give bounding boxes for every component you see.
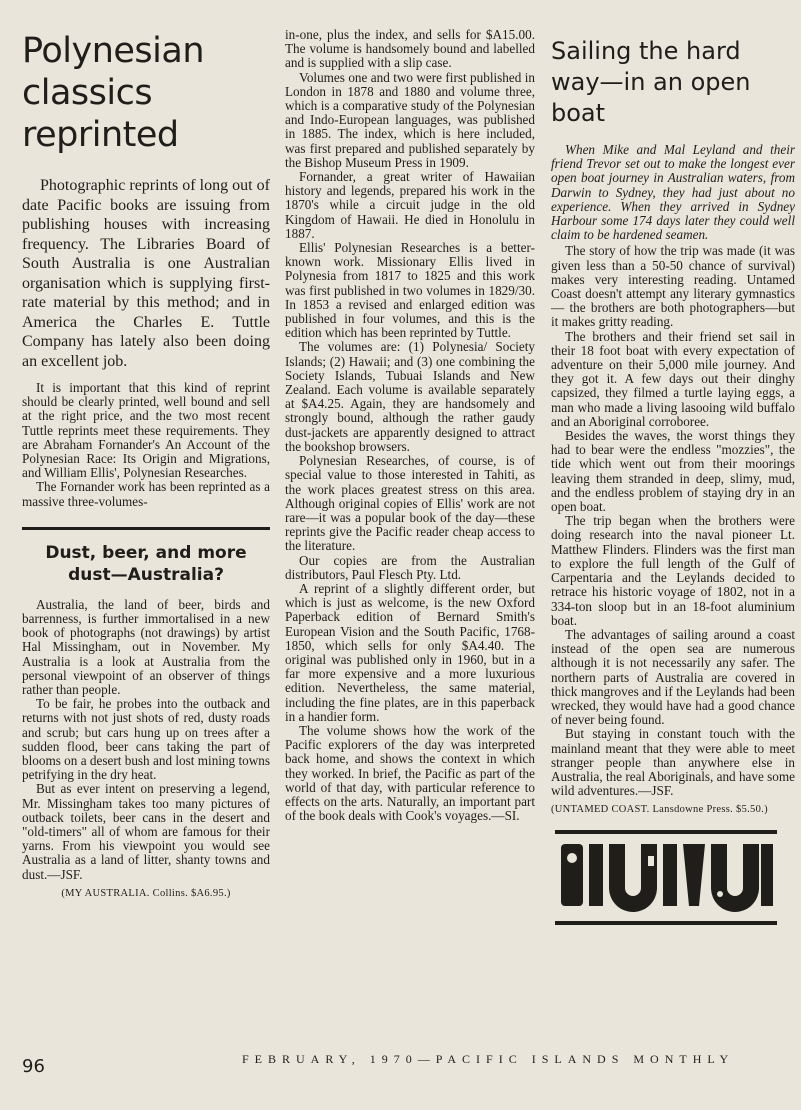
page-number: 96: [22, 1056, 45, 1077]
article-body-polynesian: [22, 381, 270, 509]
column-middle: [285, 28, 535, 823]
book-credit: (UNTAMED COAST. Lansdowne Press. $5.50.): [551, 804, 768, 816]
article-body-polynesian-continued: [285, 28, 535, 823]
body-paragraph: Besides the waves, the worst things they had to bear were the endless "mozzies", the tide which went out from their moorings leaving them stranded in deep, slimy, mud, and the endless problem of staying dry in an open boat.: [551, 428, 795, 515]
book-credit: (MY AUSTRALIA. Collins. $A6.95.): [61, 887, 231, 899]
body-paragraph: But as ever intent on preserving a legend, Mr. Missingham takes too many pictures of outback toilets, beer cans in the desert and "old-timers" all of whom are famous for their yarns. From his viewpoint you would see Australia as a land of litter, shanty towns and dust.—JSF.: [22, 781, 270, 882]
logo-top-bar: [555, 830, 777, 834]
body-paragraph: A reprint of a slightly different order, but which is just as welcome, is the new Oxford Paperback edition of Bernard Smith's European Vision and the South Pacific, 1768-1850, which sells for only $A4.40. The original was published only in 1960, but in a far more expensive and a more luxurious edition. Nevertheless, the same material, including the fine plates, are in this paperback in a handier form.: [285, 580, 535, 724]
article-lead: [22, 176, 270, 371]
article-headline-sailing: Sailing the hard way—in an open boat: [551, 37, 751, 127]
running-head: FEBRUARY, 1970—PACIFIC ISLANDS MONTHLY: [242, 1052, 735, 1066]
lead-paragraph: Photographic reprints of long out of date Pacific books are issuing from publishing houses with increasing frequency. The Libraries Board of South Australia is one Australian organisation which is supplying first-rate material by this method; and in America the Charles E. Tuttle Company has lately also been doing an excellent job.: [22, 177, 270, 370]
body-paragraph: It is important that this kind of reprint should be clearly printed, well bound and sell at the right price, and the two most recent Tuttle reprints meet these requirements. They are Abraham Fornander's An Account of the Polynesian Race: Its Origin and Migrations, and William Ellis', Polynesian Researches.: [22, 380, 270, 481]
page-footer: [0, 1052, 801, 1082]
body-paragraph: Ellis' Polynesian Researches is a better-known work. Missionary Ellis lived in Polynesia from 1817 to 1825 and this work was first published in two volumes in 1829/30. In 1853 a revised and enlarged edition was published in four volumes, and this is the edition which has been reprinted by Tuttle.: [285, 240, 535, 341]
logo-glyph-icon: [555, 838, 777, 912]
body-paragraph: The advantages of sailing around a coast instead of the open sea are numerous although it is not necessarily any safer. The northern parts of Australia are covered in thick mangroves and if the Leylands had been wrecked, they would have had a good chance of never being found.: [551, 626, 795, 728]
article-body-dust: [22, 598, 270, 882]
body-paragraph: Volumes one and two were first published in London in 1878 and 1880 and volume three, which is a comparative study of the Polynesian and Indo-European languages, was published in 1885. The index, which is here included, was first prepared and published separately by the Bishop Museum Press in 1909.: [285, 69, 535, 170]
body-paragraph: Our copies are from the Australian distributors, Paul Flesch Pty. Ltd.: [285, 552, 535, 582]
column-left: [22, 28, 270, 900]
body-paragraph: The trip began when the brothers were doing research into the naval pioneer Lt. Matthew Flinders. Flinders was the first man to explore the full length of the Gulf of Carpentaria and the Leylands decided to retrace his historic voyage of 1802, not in a 334-ton sloop but in an 18-foot aluminium boat.: [551, 513, 795, 628]
article-headline-dust: Dust, beer, and more dust—Australia?: [45, 542, 247, 585]
body-paragraph: Fornander, a great writer of Hawaiian history and legends, prepared his work in the 1870's while a circuit judge in the old Kingdom of Hawaii. He died in Honolulu in 1887.: [285, 169, 535, 241]
body-paragraph: The story of how the trip was made (it was given less than a 50-50 chance of survival) makes very interesting reading. Untamed Coast doesn't attempt any literary gymnastics — the brothers are both photographers—but it makes gritty reading.: [551, 243, 795, 330]
body-paragraph: The brothers and their friend set sail in their 18 foot boat with every expectation of adventure on their 5,000 mile journey. And they got it. A few days out their dinghy capsized, they filmed a turtle laying eggs, a man who made a living lasooing wild buffalo and an Aboriginal corroboree.: [551, 328, 795, 429]
body-paragraph: The volumes are: (1) Polynesia/ Society Islands; (2) Hawaii; and (3) one combining the Society Islands, Tubuai Islands and New Zealand. Each volume is available separately at $A4.25. Again, they are handsomely and strongly bound, although the rather gaudy dust-jackets are apparently designed to attract the bookshop browsers.: [285, 339, 535, 454]
body-paragraph: To be fair, he probes into the outback and returns with not just shots of red, dusty roads and scrub; but cars hung up on trees after a sudden flood, beer cans taking the part of blooms on a desert bush and lost mining towns petrifying in the dry heat.: [22, 696, 270, 783]
section-divider: [22, 527, 270, 530]
body-paragraph: Polynesian Researches, of course, is of special value to those interested in Tahiti, as the work places greatest stress on this area. Although original copies of Ellis' work are not rare—it was a popular book of the day—these reprints give the Pacific reader cheap access to the literature.: [285, 453, 535, 554]
body-paragraph: Australia, the land of beer, birds and barrenness, is further immortalised in a new book of photographs (not drawings) by artist Hal Missingham, out in November. My Australia is a look at Australia from the personal viewpoint of an observer of things rather than people.: [22, 596, 270, 698]
body-paragraph: in-one, plus the index, and sells for $A15.00. The volume is handsomely bound and labelled and is supplied with a slip case.: [285, 27, 535, 71]
decorative-logo: [555, 830, 777, 925]
logo-bottom-bar: [555, 921, 777, 925]
body-paragraph: The Fornander work has been reprinted as a massive three-volumes-: [22, 479, 270, 509]
body-paragraph: The volume shows how the work of the Pacific explorers of the day was interpreted back home, and shows the context in which they worked. In brief, the Pacific as part of the world of that day, with particular reference to effects on the arts. Naturally, an important part of the book deals with Cook's voyages.—SI.: [285, 722, 535, 824]
column-right: [551, 28, 795, 925]
body-paragraph: But staying in constant touch with the mainland meant that they were able to meet stranger people than anywhere else in Australia, the real Aboriginals, and have some wild adventures.—JSF.: [551, 726, 795, 799]
article-body-sailing: [551, 143, 795, 798]
article-headline-polynesian: Polynesian classics reprinted: [22, 31, 205, 155]
article-intro: When Mike and Mal Leyland and their friend Trevor set out to make the longest ever open boat journey in Australian waters, from Darwin to Sydney, they had just about no experience. When they arrived in Sydney Harbour some 174 days later they could well claim to be hardened seamen.: [551, 142, 795, 243]
